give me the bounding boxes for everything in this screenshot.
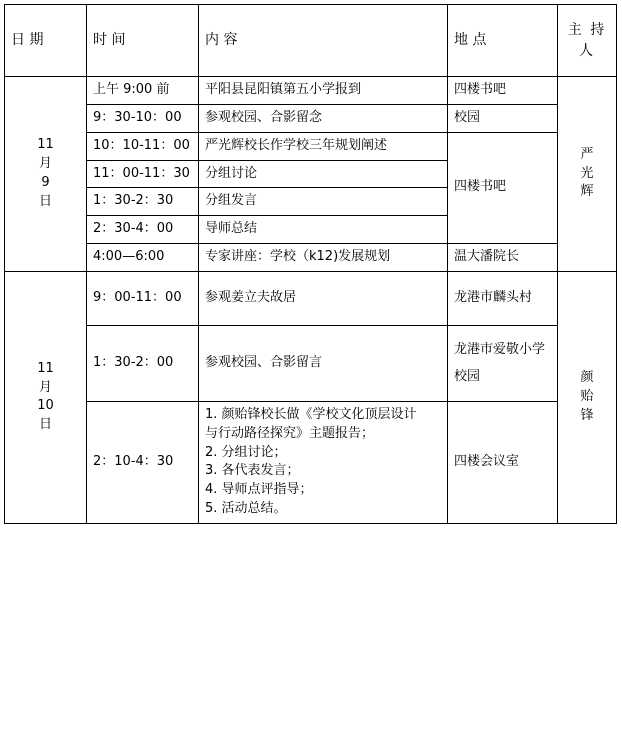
table-row: [5, 271, 617, 325]
table-row: [5, 104, 617, 132]
time-cell: 11：00-11：30: [87, 160, 199, 188]
header-host-line2: 人: [579, 42, 595, 59]
content-cell: 参观姜立夫故居: [199, 271, 448, 325]
date-char: 10: [37, 398, 54, 414]
date-char: 月: [38, 156, 52, 172]
place-cell: 四楼书吧: [448, 77, 558, 105]
date-char: 11: [37, 137, 54, 153]
table-row: [5, 77, 617, 105]
time-cell: 9：00-11：00: [87, 271, 199, 325]
host-char: 锋: [580, 407, 594, 423]
content-cell: 分组发言: [199, 188, 448, 216]
list-item: 与行动路径探究》主题报告；: [205, 425, 375, 441]
content-cell-list: [199, 401, 448, 523]
list-item: 4. 导师点评指导；: [205, 482, 313, 498]
date-char: 日: [38, 193, 52, 209]
time-cell: 9：30-10：00: [87, 104, 199, 132]
list-item: 3. 各代表发言；: [205, 463, 300, 479]
host-cell-day2: [558, 271, 617, 523]
table-row: [5, 401, 617, 523]
place-cell: 温大潘院长: [448, 244, 558, 272]
table-row: [5, 132, 617, 160]
header-host: [558, 5, 617, 77]
date-char: 日: [38, 417, 52, 433]
header-date: 日 期: [5, 5, 87, 77]
content-cell: 分组讨论: [199, 160, 448, 188]
content-cell: 严光辉校长作学校三年规划阐述: [199, 132, 448, 160]
content-cell: 专家讲座：学校（k12)发展规划: [199, 244, 448, 272]
host-char: 严: [580, 146, 594, 162]
date-char: 9: [41, 174, 50, 190]
host-char: 光: [580, 165, 594, 181]
time-cell: 1：30-2：30: [87, 188, 199, 216]
date-cell-day2: [5, 271, 87, 523]
host-char: 贻: [580, 389, 594, 405]
host-char: 辉: [580, 184, 594, 200]
date-char: 月: [38, 379, 52, 395]
host-cell-day1: [558, 77, 617, 272]
content-cell: 参观校园、合影留念: [199, 104, 448, 132]
content-cell: 平阳县昆阳镇第五小学报到: [199, 77, 448, 105]
list-item: 1. 颜贻锋校长做《学校文化顶层设计: [205, 406, 417, 422]
content-cell: 导师总结: [199, 216, 448, 244]
header-place: 地 点: [448, 5, 558, 77]
header-time: 时 间: [87, 5, 199, 77]
place-cell: 四楼书吧: [448, 132, 558, 243]
time-cell: 4:00—6:00: [87, 244, 199, 272]
date-char: 11: [37, 360, 54, 376]
place-cell: 四楼会议室: [448, 401, 558, 523]
time-cell: 1：30-2：00: [87, 325, 199, 401]
time-cell: 上午 9:00 前: [87, 77, 199, 105]
header-host-line1: 主 持: [567, 22, 607, 39]
table-row: [5, 325, 617, 401]
content-cell: 参观校园、合影留言: [199, 325, 448, 401]
table-row: [5, 244, 617, 272]
place-cell: 校园: [448, 104, 558, 132]
schedule-table: [4, 4, 617, 524]
place-cell: 龙港市麟头村: [448, 271, 558, 325]
list-item: 5. 活动总结。: [205, 501, 287, 517]
table-header-row: [5, 5, 617, 77]
host-char: 颜: [580, 370, 594, 386]
date-cell-day1: [5, 77, 87, 272]
list-item: 2. 分组讨论；: [205, 444, 287, 460]
time-cell: 10：10-11：00: [87, 132, 199, 160]
time-cell: 2：30-4：00: [87, 216, 199, 244]
header-content: 内 容: [199, 5, 448, 77]
time-cell: 2：10-4：30: [87, 401, 199, 523]
place-cell: 龙港市爱敬小学校园: [448, 325, 558, 401]
